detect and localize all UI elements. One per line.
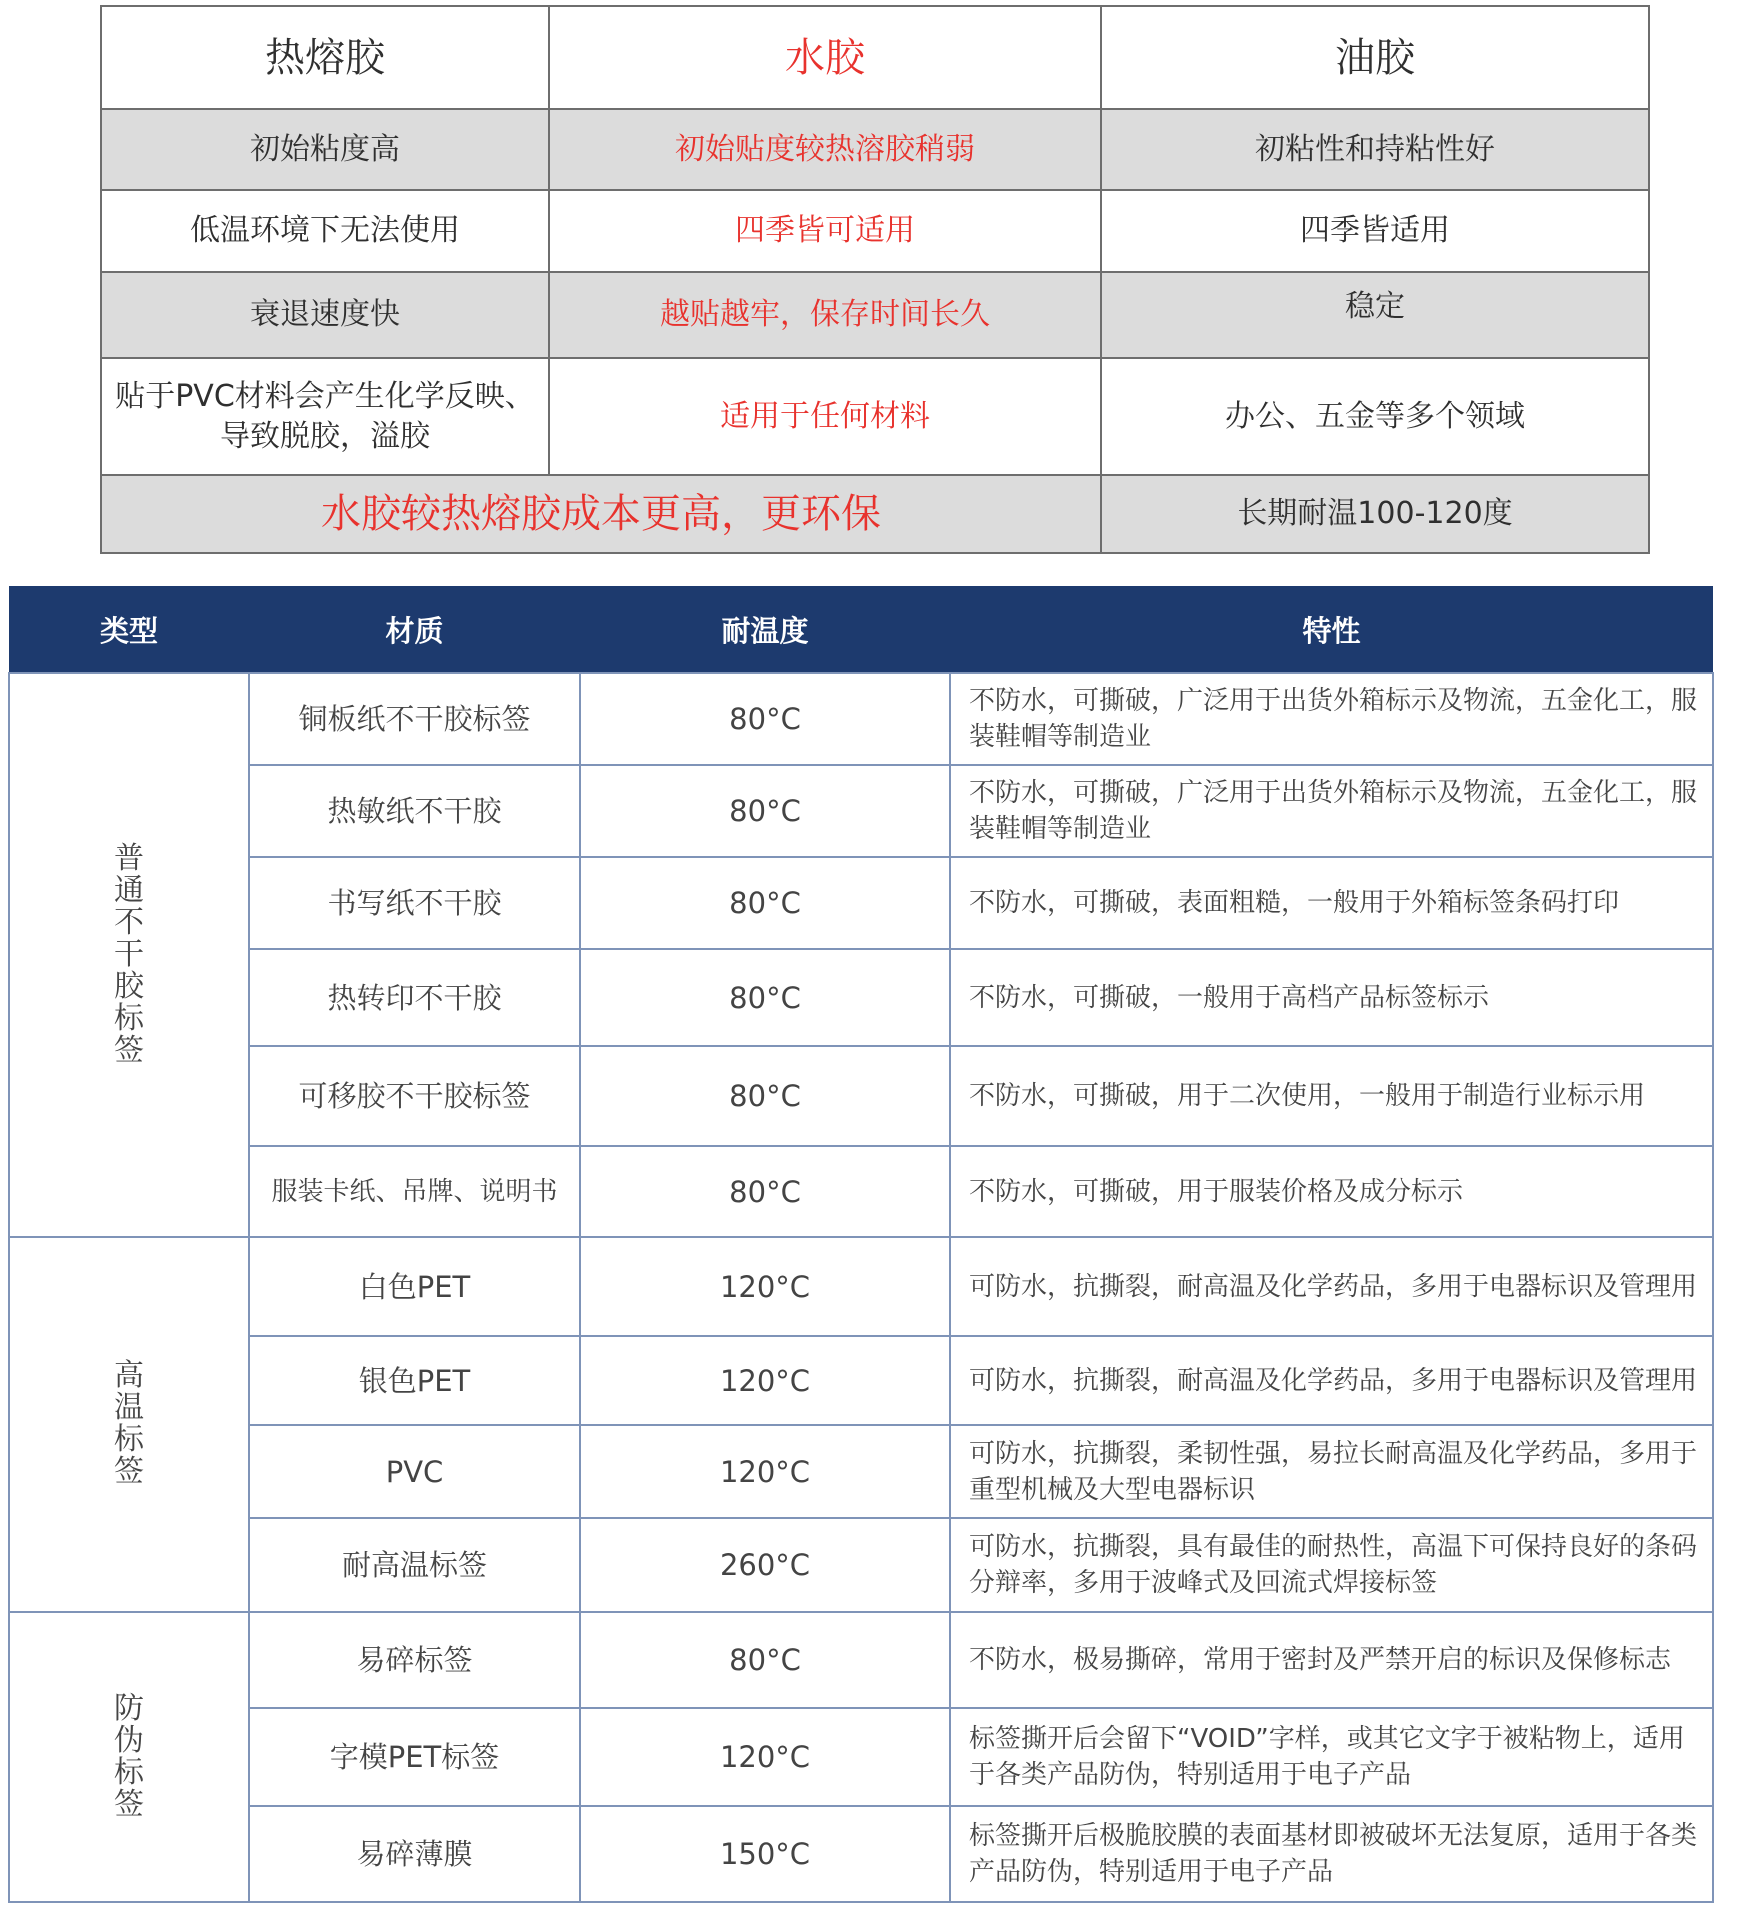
- temperature-cell: 260°C: [580, 1518, 950, 1612]
- temperature-cell: 150°C: [580, 1806, 950, 1902]
- material-cell: 书写纸不干胶: [249, 857, 580, 949]
- comparison-row: [101, 358, 1649, 475]
- table-row: [9, 1336, 1713, 1425]
- hot-melt-cell: 衰退速度快: [101, 272, 549, 358]
- material-cell: PVC: [249, 1425, 580, 1518]
- water-glue-cell: 越贴越牢，保存时间长久: [549, 272, 1101, 358]
- properties-cell: 不防水，可撕破，表面粗糙，一般用于外箱标签条码打印: [950, 857, 1713, 949]
- properties-cell: 不防水，可撕破，广泛用于出货外箱标示及物流，五金化工，服装鞋帽等制造业: [950, 673, 1713, 765]
- material-cell: 白色PET: [249, 1237, 580, 1336]
- table-row: [9, 1425, 1713, 1518]
- properties-cell: 可防水，抗撕裂，具有最佳的耐热性，高温下可保持良好的条码分辩率，多用于波峰式及回流式焊接标签: [950, 1518, 1713, 1612]
- material-header-row: [9, 586, 1713, 673]
- oil-glue-cell: 稳定: [1101, 272, 1649, 358]
- oil-glue-cell: 四季皆适用: [1101, 190, 1649, 272]
- header-type: 类型: [9, 586, 249, 673]
- material-cell: 服装卡纸、吊牌、说明书: [249, 1146, 580, 1237]
- oil-glue-cell: 办公、五金等多个领域: [1101, 358, 1649, 475]
- type-label: 普通不干胶标签: [114, 840, 144, 1068]
- material-cell: 字模PET标签: [249, 1708, 580, 1806]
- table-row: [9, 1046, 1713, 1146]
- properties-cell: 可防水，抗撕裂，耐高温及化学药品，多用于电器标识及管理用: [950, 1237, 1713, 1336]
- temperature-cell: 80°C: [580, 1146, 950, 1237]
- comparison-header-row: [101, 6, 1649, 109]
- table-row: [9, 857, 1713, 949]
- temperature-cell: 120°C: [580, 1336, 950, 1425]
- material-cell: 可移胶不干胶标签: [249, 1046, 580, 1146]
- temperature-cell: 120°C: [580, 1425, 950, 1518]
- hot-melt-cell: 低温环境下无法使用: [101, 190, 549, 272]
- header-material: 材质: [249, 586, 580, 673]
- table-row: [9, 1237, 1713, 1336]
- temperature-cell: 80°C: [580, 673, 950, 765]
- properties-cell: 不防水，可撕破，用于二次使用，一般用于制造行业标示用: [950, 1046, 1713, 1146]
- material-cell: 易碎标签: [249, 1612, 580, 1708]
- properties-cell: 标签撕开后会留下“VOID”字样，或其它文字于被粘物上，适用于各类产品防伪，特别适用于电子产品: [950, 1708, 1713, 1806]
- type-label: 高温标签: [114, 1358, 144, 1489]
- table-row: [9, 765, 1713, 857]
- header-temperature: 耐温度: [580, 586, 950, 673]
- temperature-cell: 80°C: [580, 857, 950, 949]
- table-row: [9, 1708, 1713, 1806]
- comparison-footer-row: [101, 475, 1649, 553]
- water-glue-cell: 四季皆可适用: [549, 190, 1101, 272]
- temperature-cell: 120°C: [580, 1708, 950, 1806]
- temperature-cell: 80°C: [580, 1046, 950, 1146]
- header-water-glue: 水胶: [549, 6, 1101, 109]
- hot-melt-cell: 初始粘度高: [101, 109, 549, 190]
- properties-cell: 不防水，极易撕碎，常用于密封及严禁开启的标识及保修标志: [950, 1612, 1713, 1708]
- material-cell: 银色PET: [249, 1336, 580, 1425]
- material-cell: 热敏纸不干胶: [249, 765, 580, 857]
- temperature-cell: 80°C: [580, 949, 950, 1046]
- header-properties: 特性: [950, 586, 1713, 673]
- table-row: [9, 1518, 1713, 1612]
- properties-cell: 不防水，可撕破，一般用于高档产品标签标示: [950, 949, 1713, 1046]
- temperature-note: 长期耐温100-120度: [1101, 475, 1649, 553]
- temperature-cell: 80°C: [580, 765, 950, 857]
- glue-comparison-table: [100, 5, 1650, 554]
- material-cell: 耐高温标签: [249, 1518, 580, 1612]
- table-row: [9, 1146, 1713, 1237]
- type-cell-high-temp: [9, 1237, 249, 1612]
- properties-cell: 不防水，可撕破，广泛用于出货外箱标示及物流，五金化工，服装鞋帽等制造业: [950, 765, 1713, 857]
- header-hot-melt: 热熔胶: [101, 6, 549, 109]
- material-cell: 热转印不干胶: [249, 949, 580, 1046]
- comparison-row: [101, 190, 1649, 272]
- table-row: [9, 1612, 1713, 1708]
- type-cell-anti-counterfeit: [9, 1612, 249, 1902]
- water-glue-cell: 初始贴度较热溶胶稍弱: [549, 109, 1101, 190]
- table-row: [9, 949, 1713, 1046]
- table-row: [9, 1806, 1713, 1902]
- properties-cell: 标签撕开后极脆胶膜的表面基材即被破坏无法复原，适用于各类产品防伪，特别适用于电子产品: [950, 1806, 1713, 1902]
- comparison-row: [101, 272, 1649, 358]
- properties-cell: 可防水，抗撕裂，耐高温及化学药品，多用于电器标识及管理用: [950, 1336, 1713, 1425]
- water-glue-cell: 适用于任何材料: [549, 358, 1101, 475]
- properties-cell: 可防水，抗撕裂，柔韧性强，易拉长耐高温及化学药品，多用于重型机械及大型电器标识: [950, 1425, 1713, 1518]
- temperature-cell: 80°C: [580, 1612, 950, 1708]
- header-oil-glue: 油胶: [1101, 6, 1649, 109]
- table-row: [9, 673, 1713, 765]
- cost-note: 水胶较热熔胶成本更高，更环保: [101, 475, 1101, 553]
- material-cell: 铜板纸不干胶标签: [249, 673, 580, 765]
- hot-melt-cell: 贴于PVC材料会产生化学反映、导致脱胶，溢胶: [101, 358, 549, 475]
- label-material-table: [8, 586, 1714, 1903]
- material-cell: 易碎薄膜: [249, 1806, 580, 1902]
- type-cell-general: [9, 673, 249, 1237]
- comparison-row: [101, 109, 1649, 190]
- properties-cell: 不防水，可撕破，用于服装价格及成分标示: [950, 1146, 1713, 1237]
- oil-glue-cell: 初粘性和持粘性好: [1101, 109, 1649, 190]
- type-label: 防伪标签: [114, 1690, 144, 1822]
- temperature-cell: 120°C: [580, 1237, 950, 1336]
